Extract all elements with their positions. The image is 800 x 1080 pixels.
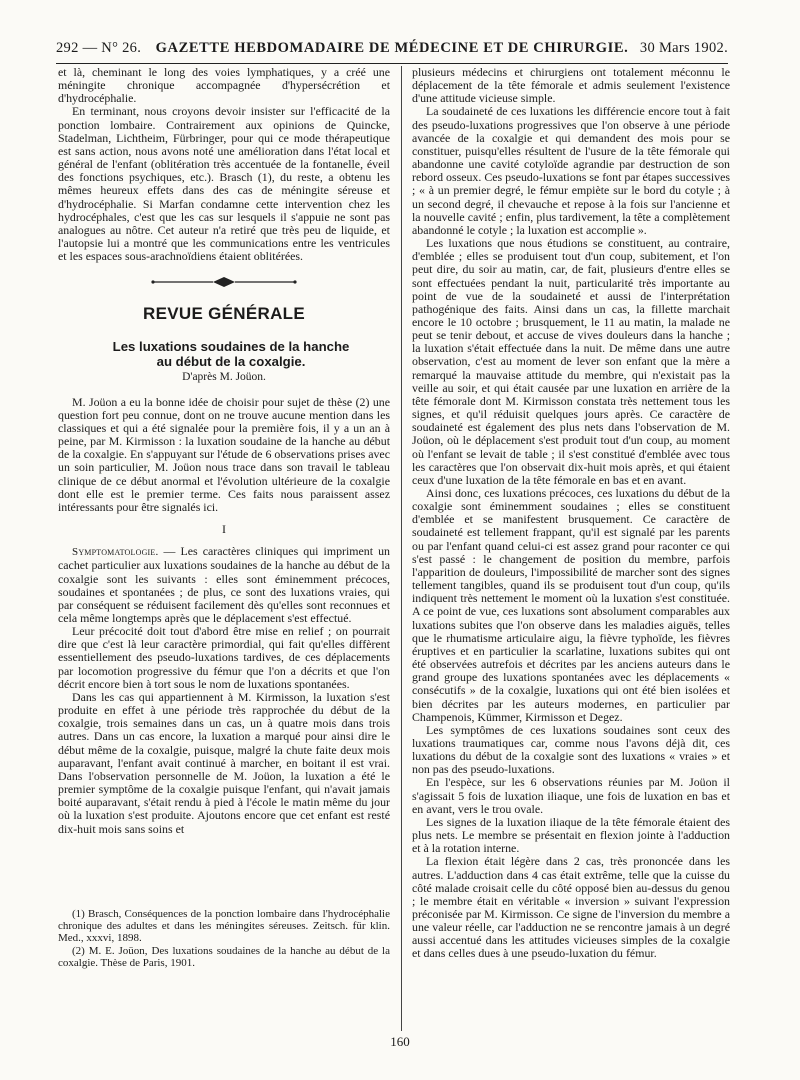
paragraph: Ainsi donc, ces luxations précoces, ces luxations du début de la coxalgie sont éminemment soudaines ; elles se constituent d'emblée et se manifestent brusquement. Ce caractère de soudaineté est tellement frappant, qu'il est signalé par les parents ou par l'enfant quand celui-ci est assez grand pour raconter ce qui s'est passé : le changement de position du membre, parfois l'apparition de douleurs, l'impossibilité de marcher sont des signes tellement tangibles, quand ils se produisent tout d'un coup, qu'ils indiquent très nettement le moment où la luxation s'est constituée. A ce point de vue, ces luxations sont absolument comparables aux luxations subites que l'on observe dans les maladies aiguës, telles que le rhumatisme articulaire aigu, la fièvre typhoïde, les fièvres éruptives et en particulier la scarlatine, luxations subites qui ont été observées autrefois et décrites par les anciens auteurs dans le grand groupe des luxations spontanées avec les déplacements « consécutifs » de la coxalgie, luxations qui ont été bien isolées et bien décrites par les auteurs modernes, en particulier par Champenois, Kümmer, Kirmisson et Degez. (412, 486, 730, 724)
section-title: REVUE GÉNÉRALE (143, 304, 305, 324)
paragraph: M. Joüon a eu la bonne idée de choisir pour sujet de thèse (2) une question fort peu connue, dont on ne trouve aucune mention dans les classiques et qui a été signalée pour la première fois, il y a un an à peine, par M. Kirmisson : la luxation soudaine de la hanche au début de la coxalgie. En s'appuyant sur l'étude de 6 observations prises avec un soin particulier, M. Joüon nous trace dans son travail le tableau clinique de ce début anormal et l'évolution ultérieure de la coxalgie dont elle est le premier terme. Ces faits nous paraissent assez intéressants pour être signalés ici. (58, 394, 390, 514)
article-title-line-1: Les luxations soudaines de la hanche (112, 338, 350, 354)
right-column (412, 66, 730, 1026)
section-number: I (222, 522, 226, 537)
paragraph: et là, cheminant le long des voies lymphatiques, y a créé une méningite chronique accompagnée d'hypersécrétion et d'hydrocéphalie. (58, 65, 390, 106)
footnote: (1) Brasch, Conséquences de la ponction lombaire dans l'hydrocéphalie chronique des adultes et dans les méningites séreuses. Zeitsch. für klin. Med., xxxvi, 1898. (58, 908, 390, 945)
paragraph: Les luxations que nous étudions se constituent, au contraire, d'emblée ; elles se produisent tout d'un coup, subitement, et l'on peut dire, du soir au matin, car, de fait, plusieurs d'entre elles se sont effectuées pendant la nuit, particularité très importante au point de vue de la soudaineté et aussi de l'interprétation pathogénique des faits. Ainsi dans un cas, la fillette marchait encore le 10 octobre ; brusquement, le 11 au matin, la malade ne peut se tenir debout, et accuse de vives douleurs dans la hanche ; la luxation s'était effectuée dans la nuit. De même dans une autre observation, c'est au moment de lever son enfant que la mère a remarqué la mauvaise attitude du membre, qui n'existait pas la veille au soir, et qui était causée par une luxation en arrière de la tête fémorale dont M. Kirmisson constata très nettement tous les signes, et qu'il réduisit quelques jours après. Ce caractère de soudaineté est également des plus nets dans l'observation de M. Joüon, où le déplacement s'est produit tout d'un coup, au moment où l'enfant se levait de table ; il s'est constitué d'emblée avec tous les caractères que l'on observait dix-huit mois après, et qui étaient ceux d'une luxation de la tête fémorale en bas et en avant. (412, 236, 730, 487)
footnote: (2) M. E. Joüon, Des luxations soudaines de la hanche au début de la coxalgie. Thèse de Paris, 1901. (58, 944, 390, 969)
header-rule (56, 63, 728, 64)
paragraph: Dans les cas qui appartiennent à M. Kirmisson, la luxation s'est produite en effet à une période très rapprochée du début de la coxalgie, trois semaines dans un cas, un à quatre mois dans trois autres. Dans un cas encore, la luxation a marqué pour ainsi dire le début même de la coxalgie, puisque, malgré la chute faite deux mois auparavant, l'enfant avait continué à marcher, en boitant il est vrai. Dans l'observation personnelle de M. Joüon, la luxation a été le premier symptôme de la coxalgie puisque l'enfant, qui n'avait jamais boité auparavant, s'était rendu à pied à l'école le matin même du jour où la luxation s'est produite. Ajoutons encore que cet enfant est resté dix-huit mois sans soins et (58, 689, 390, 836)
byline: D'après M. Joüon. (182, 370, 266, 383)
symptomatologie-label: Symptomatologie. (72, 546, 159, 559)
paragraph: La soudaineté de ces luxations les différencie encore tout à fait des pseudo-luxations progressives que l'on observe à une période avancée de la coxalgie et qui demandent des mois pour se constituer, puisqu'elles résultent de l'usure de la tête fémorale qui abandonne une cavité cotyloïde agrandie par destruction de son rebord osseux. Ces pseudo-luxations se font par étapes successives ; « à un premier degré, le fémur empiète sur le bord du cotyle ; à un second degré, il chevauche et repose à la fois sur l'ancienne et la nouvelle cavité ; enfin, plus tardivement, la tête a complètement abandonné le cotyle ; la luxation est accomplie ». (412, 104, 730, 237)
article-title-line-2: au début de la coxalgie. (156, 353, 306, 369)
paragraph: Leur précocité doit tout d'abord être mise en relief ; on pourrait dire que c'est là leur caractère primordial, qui fait qu'elles diffèrent essentiellement des pseudo-luxations tardives, de ces déplacements par locomotion progressive du fémur que l'on a décrits et que l'on décrit encore bien à tort sous le nom de luxations spontanées. (58, 624, 390, 691)
footnotes (58, 908, 390, 969)
paragraph: En l'espèce, sur les 6 observations réunies par M. Joüon il s'agissait 5 fois de luxation iliaque, une fois de luxation en bas et en avant, vers le trou ovale. (412, 775, 730, 816)
column-divider (401, 66, 402, 1031)
paragraph: En terminant, nous croyons devoir insister sur l'efficacité de la ponction lombaire. Contrairement aux opinions de Quincke, Stadelman, Lichtheim, Fürbringer, pour qui ce mode thérapeutique est sans action, nous avons noté une amélioration dans l'état local et général de l'enfant (oblitération très accentuée de la fontanelle, éveil des fonctions psychiques, etc.). Brasch (1), du reste, a obtenu les mêmes heureux effets dans des cas de méningite séreuse et d'hydrocéphalie. Si Marfan condamne cette intervention chez les hydrocéphales, c'est que les cas sur lesquels il s'appuie ne sont pas analogues au nôtre. Cet auteur n'a retiré que très peu de liquide, et l'autopsie lui a montré que les communications entre les ventricules et les espaces sous-arachnoïdiens étaient oblitérées. (58, 104, 390, 264)
paragraph: Les signes de la luxation iliaque de la tête fémorale étaient des plus nets. Le membre se présentait en flexion jointe à l'adduction et à la rotation interne. (412, 814, 730, 856)
paragraph: La flexion était légère dans 2 cas, très prononcée dans les autres. L'adduction dans 4 cas était extrême, telle que la cuisse du côté malade croisait celle du côté opposé bien au-dessus du genou ; le membre était en véritable « inversion » suivant l'expression préconisée par M. Kirmisson. Ce signe de l'inversion du membre a une valeur réelle, car l'adduction ne se rencontre jamais à un degré aussi accentué dans les attitudes vicieuses simples de la coxalgie et dans celles dues à une pseudo-luxation du fémur. (412, 854, 730, 961)
running-header (56, 40, 728, 60)
header-journal-title: GAZETTE HEBDOMADAIRE DE MÉDECINE ET DE CHIRURGIE. (155, 40, 629, 56)
paragraph: Les symptômes de ces luxations soudaines sont ceux des luxations traumatiques car, comme nous l'avons déjà dit, ces luxations du début de la coxalgie sont des luxations « vraies » et non pas des pseudo-luxations. (412, 722, 730, 777)
left-column (58, 66, 390, 1026)
paragraph-symptomatologie (58, 545, 390, 625)
header-page-issue: 292 — N° 26. (56, 40, 142, 56)
header-date: 30 Mars 1902. (639, 40, 728, 56)
separator-ornament-icon (58, 275, 390, 295)
page-number: 160 (390, 1034, 410, 1049)
paragraph: plusieurs médecins et chirurgiens ont totalement méconnu le déplacement de la tête fémorale et admis seulement l'existence d'une attitude vicieuse simple. (412, 65, 730, 106)
paragraph-text: — Les caractères cliniques qui impriment un cachet particulier aux luxations soudaines de la hanche au début de la coxalgie sont les suivants : elles sont éminemment précoces, soudaines et spontanées ; de plus, ce sont des luxations vraies, qui par conséquent se réduisent facilement dès qu'elles sont reconnues et cela même longtemps après que le déplacement s'est effectué. (58, 544, 390, 625)
